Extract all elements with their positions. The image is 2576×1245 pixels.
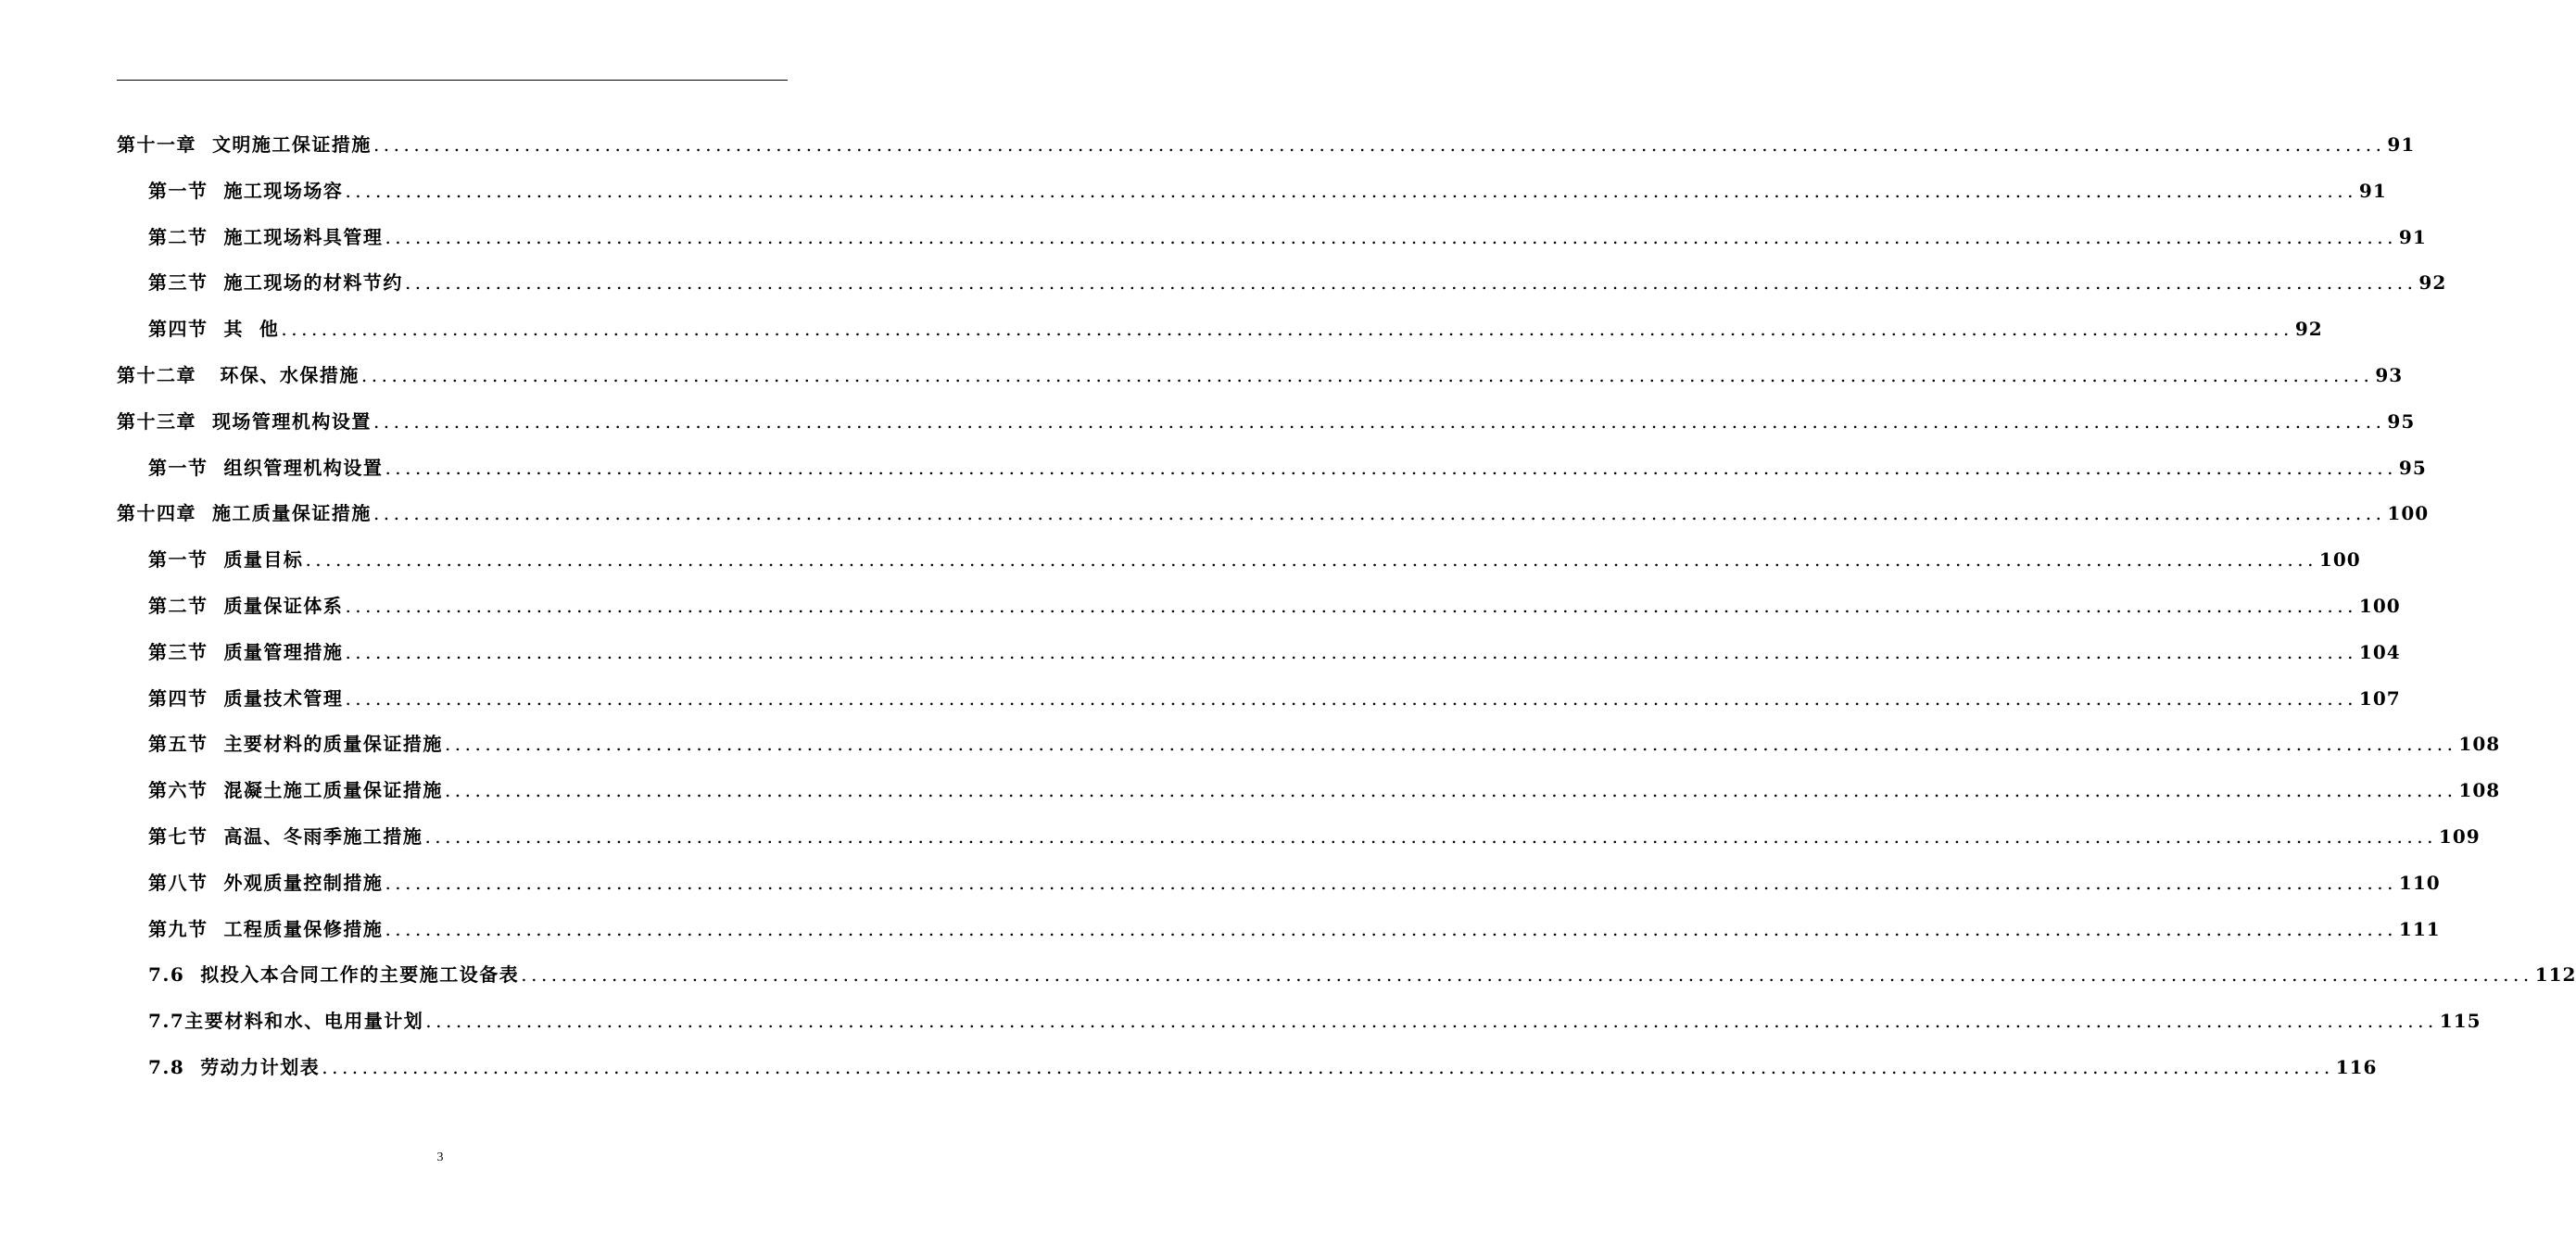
toc-entry-number: 第三节 [148, 640, 208, 663]
toc-dot-leader: ........................................................................................................................................................................................................ [385, 456, 2397, 479]
toc-entry-page: 111 [2398, 917, 2441, 940]
toc-entry-number: 第一节 [148, 456, 208, 479]
toc-section-entry[interactable] [148, 911, 2441, 948]
toc-dot-leader: ........................................................................................................................................................................................................ [345, 640, 2357, 663]
toc-section-entry[interactable] [148, 219, 2427, 256]
toc-entry-page: 116 [2335, 1056, 2378, 1078]
toc-entry-title: 文明施工保证措施 [211, 133, 372, 156]
toc-entry-title: 拟投入本合同工作的主要施工设备表 [200, 963, 520, 987]
toc-entry-page: 100 [2318, 548, 2361, 572]
toc-entry-gap [208, 310, 224, 347]
toc-dot-leader: ........................................................................................................................................................................................................ [322, 1056, 2334, 1078]
toc-section-entry[interactable] [148, 956, 2576, 993]
toc-section-entry[interactable] [148, 264, 2447, 301]
toc-entry-number: 第八节 [148, 871, 208, 894]
toc-dot-leader: ........................................................................................................................................................................................................ [385, 225, 2397, 248]
toc-section-entry[interactable] [148, 725, 2501, 762]
toc-entry-gap [208, 449, 224, 486]
toc-entry-number: 第七节 [148, 825, 208, 848]
toc-entry-page: 91 [2358, 179, 2387, 202]
toc-entry-gap [208, 264, 224, 301]
toc-entry-page: 91 [2398, 225, 2427, 248]
toc-dot-leader: ........................................................................................................................................................................................................ [345, 595, 2357, 617]
toc-entry-page: 110 [2398, 871, 2441, 894]
toc-entry-title: 质量技术管理 [223, 686, 344, 710]
toc-entry-page: 108 [2458, 733, 2501, 756]
toc-entry-gap [196, 495, 212, 532]
toc-entry-page: 100 [2358, 595, 2401, 617]
toc-entry-title: 施工现场场容 [223, 179, 344, 202]
toc-dot-leader: ........................................................................................................................................................................................................ [373, 502, 2386, 525]
toc-entry-title: 其 他 [223, 318, 280, 341]
toc-entry-title: 施工现场料具管理 [223, 225, 384, 248]
toc-entry-page: 95 [2398, 456, 2427, 479]
toc-entry-number: 7.8 [148, 1056, 185, 1078]
toc-entry-title: 外观质量控制措施 [223, 871, 384, 894]
toc-entry-gap [208, 911, 224, 948]
toc-entry-number: 7.6 [148, 963, 185, 987]
toc-entry-number: 第十一章 [117, 133, 196, 156]
toc-entry-number: 第六节 [148, 779, 208, 802]
toc-entry-title: 环保、水保措施 [220, 364, 360, 386]
toc-entry-gap [208, 772, 224, 809]
toc-dot-leader: ........................................................................................................................................................................................................ [373, 133, 2386, 156]
toc-entry-page: 115 [2439, 1010, 2481, 1033]
toc-section-entry[interactable] [148, 1002, 2481, 1039]
toc-dot-leader: ........................................................................................................................................................................................................ [360, 364, 2374, 386]
toc-entry-title: 质量管理措施 [223, 640, 344, 663]
page-number: 3 [436, 1151, 444, 1164]
toc-entry-title: 质量保证体系 [223, 595, 344, 617]
toc-entry-page: 104 [2358, 640, 2401, 663]
toc-dot-leader: ........................................................................................................................................................................................................ [305, 548, 2317, 572]
toc-entry-number: 第三节 [148, 271, 208, 295]
toc-entry-number: 第十四章 [117, 502, 196, 525]
toc-section-entry[interactable] [148, 818, 2481, 855]
toc-entry-title: 主要材料和水、电用量计划 [184, 1010, 424, 1033]
toc-entry-page: 93 [2375, 364, 2404, 386]
toc-entry-number: 第四节 [148, 686, 208, 710]
toc-dot-leader: ........................................................................................................................................................................................................ [444, 733, 2457, 756]
toc-entry-title: 混凝土施工质量保证措施 [223, 779, 443, 802]
toc-dot-leader: ........................................................................................................................................................................................................ [425, 1010, 2438, 1033]
toc-dot-leader: ........................................................................................................................................................................................................ [385, 871, 2397, 894]
toc-section-entry[interactable] [148, 449, 2427, 486]
toc-entry-gap [196, 357, 220, 394]
toc-entry-title: 高温、冬雨季施工措施 [223, 825, 423, 848]
toc-entry-number: 第一节 [148, 179, 208, 202]
toc-entry-title: 组织管理机构设置 [223, 456, 384, 479]
toc-section-entry[interactable] [148, 541, 2361, 578]
toc-dot-leader: ........................................................................................................................................................................................................ [444, 779, 2457, 802]
toc-entry-gap [208, 864, 224, 901]
toc-section-entry[interactable] [148, 172, 2387, 209]
toc-section-entry[interactable] [148, 587, 2401, 624]
toc-entry-number: 第二节 [148, 225, 208, 248]
toc-entry-gap [208, 725, 224, 762]
toc-entry-page: 91 [2387, 133, 2416, 156]
toc-section-entry[interactable] [148, 310, 2323, 347]
toc-entry-gap [208, 818, 224, 855]
toc-entry-number: 第九节 [148, 917, 208, 940]
toc-section-entry[interactable] [148, 1049, 2378, 1086]
toc-entry-number: 第一节 [148, 548, 208, 572]
toc-entry-number: 第十三章 [117, 409, 196, 433]
toc-entry-page: 107 [2358, 686, 2401, 710]
toc-entry-title: 劳动力计划表 [200, 1056, 321, 1078]
toc-entry-page: 108 [2458, 779, 2501, 802]
toc-chapter-entry[interactable] [117, 403, 2416, 440]
toc-entry-gap [184, 956, 200, 993]
toc-chapter-entry[interactable] [117, 495, 2430, 532]
toc-dot-leader: ........................................................................................................................................................................................................ [521, 963, 2533, 987]
toc-entry-gap [184, 1049, 200, 1086]
toc-entry-page: 92 [2418, 271, 2447, 295]
toc-entry-gap [208, 587, 224, 624]
toc-entry-page: 100 [2387, 502, 2430, 525]
toc-section-entry[interactable] [148, 680, 2401, 717]
toc-entry-number: 第十二章 [117, 364, 196, 386]
toc-dot-leader: ........................................................................................................................................................................................................ [424, 825, 2437, 848]
toc-entry-page: 109 [2438, 825, 2481, 848]
toc-entry-title: 施工现场的材料节约 [223, 271, 403, 295]
toc-entry-number: 7.7 [148, 1010, 185, 1033]
toc-entry-gap [208, 634, 224, 671]
toc-entry-gap [208, 680, 224, 717]
toc-entry-gap [196, 126, 212, 163]
toc-entry-gap [208, 541, 224, 578]
toc-section-entry[interactable] [148, 634, 2401, 671]
toc-entry-number: 第二节 [148, 595, 208, 617]
toc-entry-page: 112 [2534, 963, 2576, 987]
toc-entry-title: 施工质量保证措施 [211, 502, 372, 525]
header-rule [117, 80, 788, 81]
toc-dot-leader: ........................................................................................................................................................................................................ [385, 917, 2397, 940]
toc-entry-number: 第四节 [148, 318, 208, 341]
toc-dot-leader: ........................................................................................................................................................................................................ [345, 686, 2357, 710]
toc-entry-gap [208, 219, 224, 256]
toc-entry-title: 现场管理机构设置 [211, 409, 372, 433]
toc-entry-gap [196, 403, 212, 440]
toc-entry-page: 95 [2387, 409, 2416, 433]
toc-section-entry[interactable] [148, 772, 2501, 809]
toc-entry-title: 质量目标 [223, 548, 304, 572]
toc-entry-number: 第五节 [148, 733, 208, 756]
toc-dot-leader: ........................................................................................................................................................................................................ [345, 179, 2357, 202]
toc-dot-leader: ........................................................................................................................................................................................................ [404, 271, 2418, 295]
toc-entry-title: 工程质量保修措施 [223, 917, 384, 940]
toc-entry-title: 主要材料的质量保证措施 [223, 733, 443, 756]
toc-dot-leader: ........................................................................................................................................................................................................ [373, 409, 2386, 433]
toc-entry-gap [208, 172, 224, 209]
toc-entry-page: 92 [2294, 318, 2323, 341]
toc-section-entry[interactable] [148, 864, 2441, 901]
toc-dot-leader: ........................................................................................................................................................................................................ [281, 318, 2293, 341]
toc-chapter-entry[interactable] [117, 126, 2416, 163]
toc-chapter-entry[interactable] [117, 357, 2404, 394]
